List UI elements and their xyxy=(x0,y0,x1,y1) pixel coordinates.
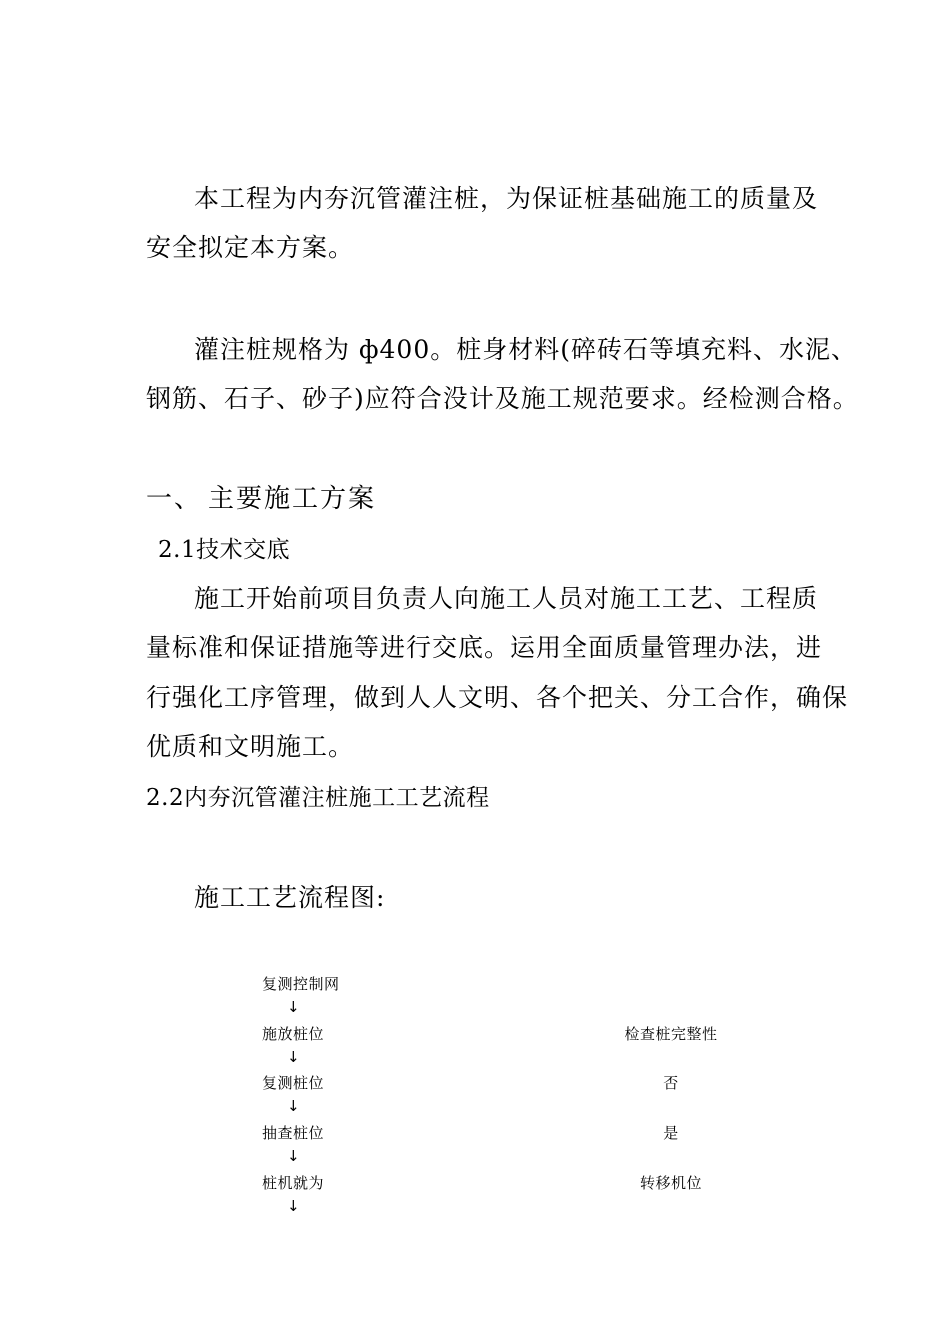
intro-paragraph-1-line-2: 安全拟定本方案。 xyxy=(146,233,355,262)
subsection-2-1-title: 2.1技术交底 xyxy=(158,537,291,563)
arrow-down-icon: ↓ xyxy=(287,1097,300,1115)
arrow-down-icon: ↓ xyxy=(287,1048,300,1066)
intro-paragraph-2-line-2: 钢筋、石子、砂子)应符合没计及施工规范要求。经检测合格。 xyxy=(146,384,859,413)
subsection-2-1-line-3: 行强化工序管理，做到人人文明、各个把关、分工合作，确保 xyxy=(146,683,849,712)
flow-decision-yes: 是 xyxy=(663,1124,679,1142)
arrow-down-icon: ↓ xyxy=(287,1147,300,1165)
intro-paragraph-2-line-1: 灌注桩规格为 ф400。桩身材料(碎砖石等填充料、水泥、 xyxy=(194,335,857,364)
arrow-down-icon: ↓ xyxy=(287,1197,300,1215)
flow-step-resurvey-pile-positions: 复测桩位 xyxy=(262,1074,325,1092)
subsection-2-1-line-2: 量标准和保证措施等进行交底。运用全面质量管理办法，进 xyxy=(146,633,823,662)
subsection-2-2-title: 2.2内夯沉管灌注桩施工工艺流程 xyxy=(146,785,490,811)
arrow-down-icon: ↓ xyxy=(287,998,300,1016)
section-number: 一、 xyxy=(146,484,203,514)
flow-check-pile-integrity: 检查桩完整性 xyxy=(624,1025,718,1043)
section-heading xyxy=(146,484,816,514)
section-title: 主要施工方案 xyxy=(208,484,377,514)
flow-decision-no: 否 xyxy=(663,1074,679,1092)
flow-step-spot-check-pile-positions: 抽查桩位 xyxy=(262,1124,325,1142)
flow-step-set-out-pile-positions: 施放桩位 xyxy=(262,1025,325,1043)
subsection-2-1-line-1: 施工开始前项目负责人向施工人员对施工工艺、工程质 xyxy=(194,584,819,613)
intro-paragraph-1-line-1: 本工程为内夯沉管灌注桩，为保证桩基础施工的质量及 xyxy=(194,184,819,213)
flow-step-survey-control-network: 复测控制网 xyxy=(262,975,340,993)
subsection-2-1-line-4: 优质和文明施工。 xyxy=(146,732,355,761)
flowchart-caption: 施工工艺流程图: xyxy=(194,883,386,912)
flow-step-rig-in-position: 桩机就为 xyxy=(262,1174,325,1192)
flow-step-relocate-rig: 转移机位 xyxy=(639,1174,702,1192)
